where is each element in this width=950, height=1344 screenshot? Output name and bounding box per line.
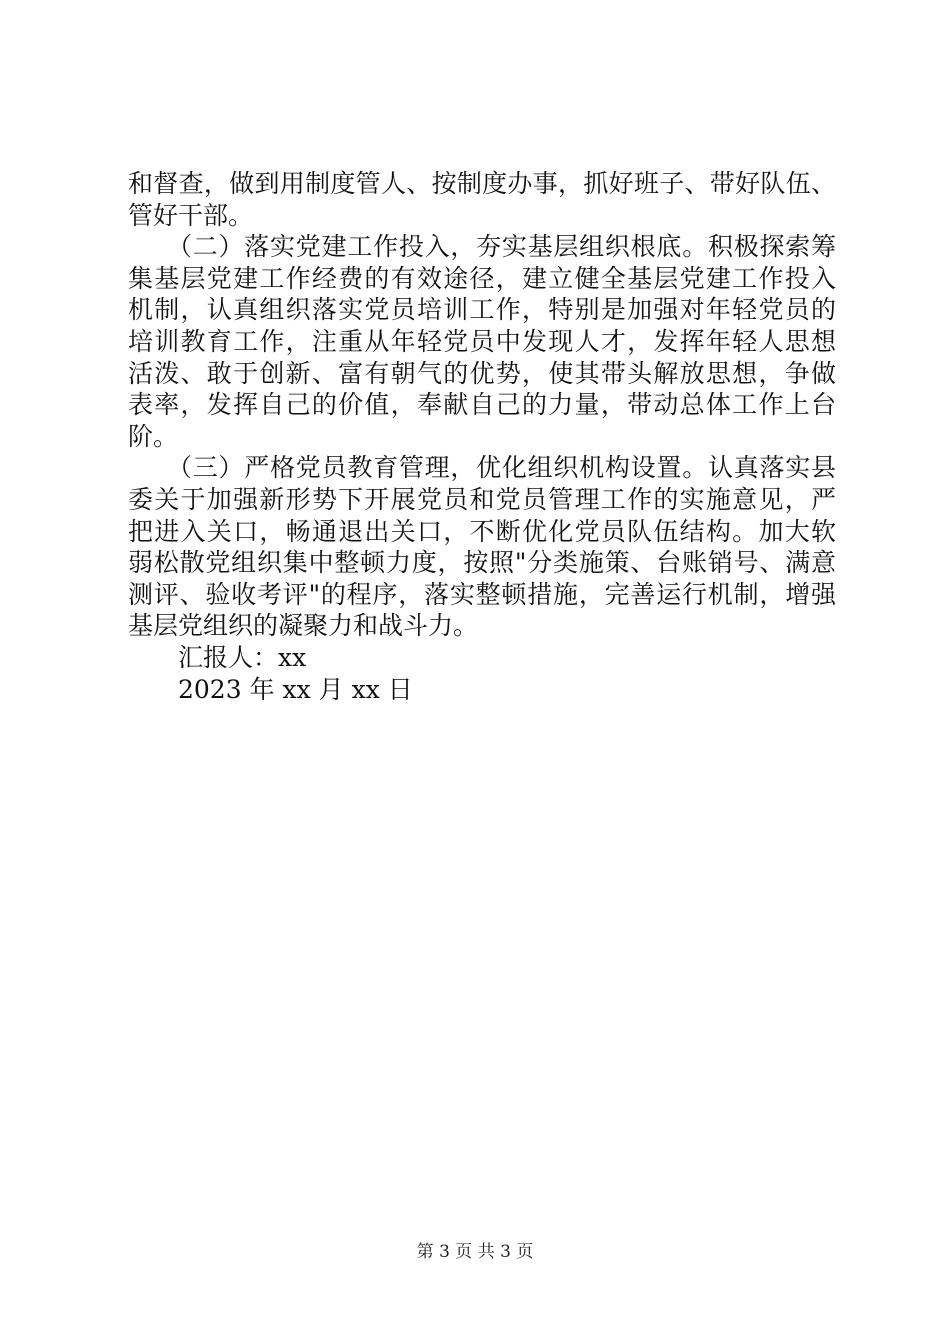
- text-line: 测评、验收考评"的程序，落实整顿措施，完善运行机制，增强: [128, 579, 836, 609]
- text-line: 把进入关口，畅通退出关口，不断优化党员队伍结构。加大软: [128, 516, 836, 546]
- reporter-line: 汇报人：xx: [178, 642, 307, 672]
- text-line: （二）落实党建工作投入，夯实基层组织根底。积极探索筹: [128, 232, 836, 262]
- page-footer: 第 3 页 共 3 页: [416, 1242, 534, 1262]
- text-line: 表率，发挥自己的价值，奉献自己的力量，带动总体工作上台: [128, 390, 836, 420]
- text-line: 委关于加强新形势下开展党员和党员管理工作的实施意见，严: [128, 484, 836, 514]
- date-line: 2023 年 xx 月 xx 日: [178, 674, 413, 704]
- text-line: 机制，认真组织落实党员培训工作，特别是加强对年轻党员的: [128, 295, 836, 325]
- text-line: 阶。: [128, 421, 179, 451]
- paragraph-3: [128, 452, 836, 642]
- text-line: 活泼、敢于创新、富有朝气的优势，使其带头解放思想，争做: [128, 358, 836, 388]
- paragraph-continued: [128, 168, 836, 231]
- text-line: 和督查，做到用制度管人、按制度办事，抓好班子、带好队伍、: [128, 169, 836, 198]
- text-line: 集基层党建工作经费的有效途径，建立健全基层党建工作投入: [128, 263, 836, 293]
- text-line: 弱松散党组织集中整顿力度，按照"分类施策、台账销号、满意: [128, 548, 836, 578]
- text-line: （三）严格党员教育管理，优化组织机构设置。认真落实县: [128, 453, 836, 483]
- paragraph-2: [128, 231, 836, 452]
- text-line: 管好干部。: [128, 200, 254, 230]
- signature-block: [128, 642, 836, 705]
- text-line: 培训教育工作，注重从年轻党员中发现人才，发挥年轻人思想: [128, 326, 836, 356]
- text-line: 基层党组织的凝聚力和战斗力。: [128, 611, 479, 641]
- document-body: [128, 168, 836, 705]
